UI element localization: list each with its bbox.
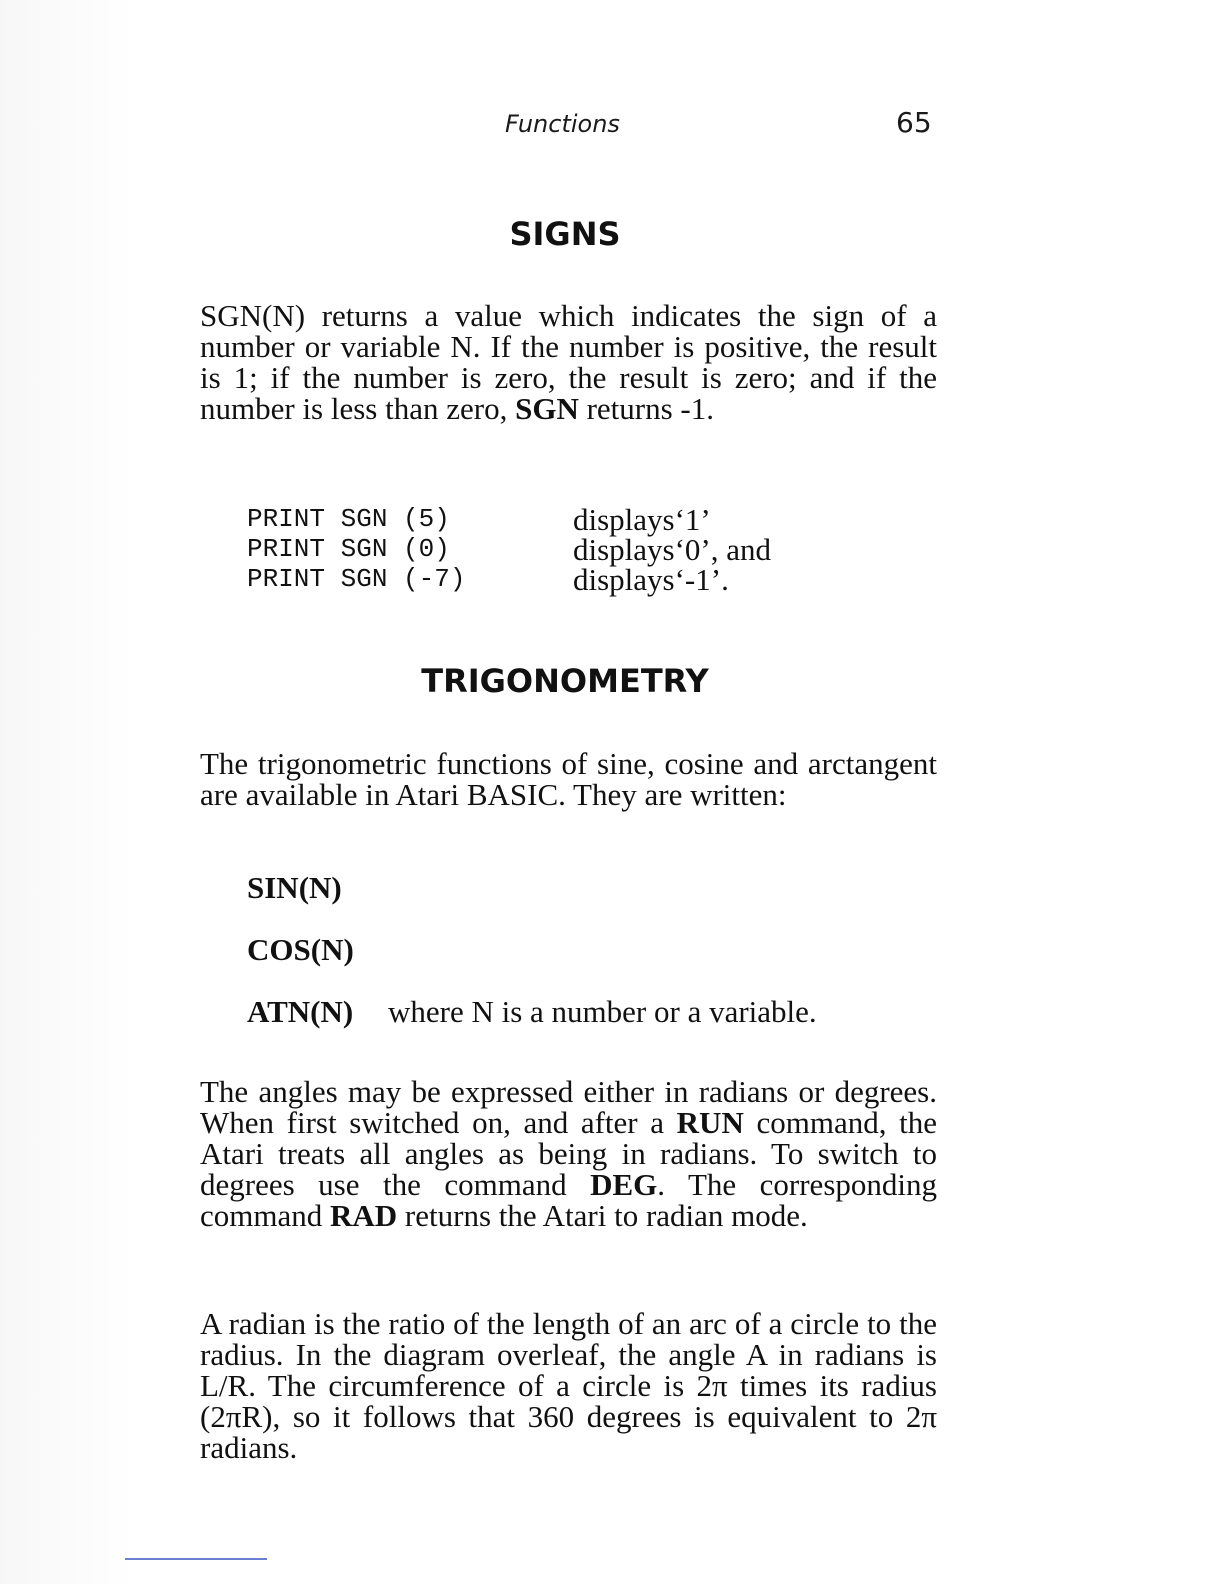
angles-text-1: The angles may be expressed either in radians or degrees. When first switched on, and after a (200, 1074, 937, 1140)
rad-keyword: RAD (330, 1198, 398, 1233)
code-command: PRINT SGN (-7) (247, 564, 466, 594)
cos-function: COS(N) (247, 932, 354, 967)
deg-keyword: DEG (590, 1167, 658, 1202)
signs-heading: SIGNS (509, 215, 621, 253)
atn-description: where N is a number or a variable. (388, 994, 817, 1029)
angles-paragraph (200, 1076, 937, 1231)
run-keyword: RUN (676, 1105, 744, 1140)
page-number: 65 (896, 106, 932, 139)
trigonometry-heading: TRIGONOMETRY (421, 662, 709, 700)
code-command: PRINT SGN (0) (247, 534, 450, 564)
angles-text-4: returns the Atari to radian mode. (397, 1198, 808, 1233)
code-output: displays‘-1’. (573, 562, 729, 597)
signs-text-1: SGN(N) returns a value which indicates the sign of a number or variable N. If the number is positive, the result is 1; if the number is zero, the result is zero; and if the number is less than zero, (200, 298, 937, 426)
code-command: PRINT SGN (5) (247, 504, 450, 534)
sgn-keyword: SGN (515, 391, 579, 426)
radian-paragraph: A radian is the ratio of the length of an arc of a circle to the radius. In the diagram overleaf, the angle A in radians is L/R. The circumference of a circle is 2π times its radius (2πR), so it follows that 360 degrees is equivalent to 2π radians. (200, 1306, 937, 1465)
signs-paragraph (200, 300, 937, 424)
bottom-rule (125, 1558, 267, 1560)
signs-text-2: returns -1. (578, 391, 714, 426)
angles-text-2: command, the Atari treats all angles as being in radians. To switch to degrees use the command (200, 1105, 937, 1202)
trig-intro-paragraph: The trigonometric functions of sine, cosine and arctangent are available in Atari BASIC. They are written: (200, 746, 937, 812)
atn-function: ATN(N) (247, 994, 354, 1029)
running-header: Functions (505, 110, 620, 138)
code-output: displays‘0’, and (573, 532, 772, 567)
angles-text-3: . The corresponding command (200, 1167, 937, 1233)
code-output: displays‘1’ (573, 502, 711, 537)
sin-function: SIN(N) (247, 870, 342, 905)
